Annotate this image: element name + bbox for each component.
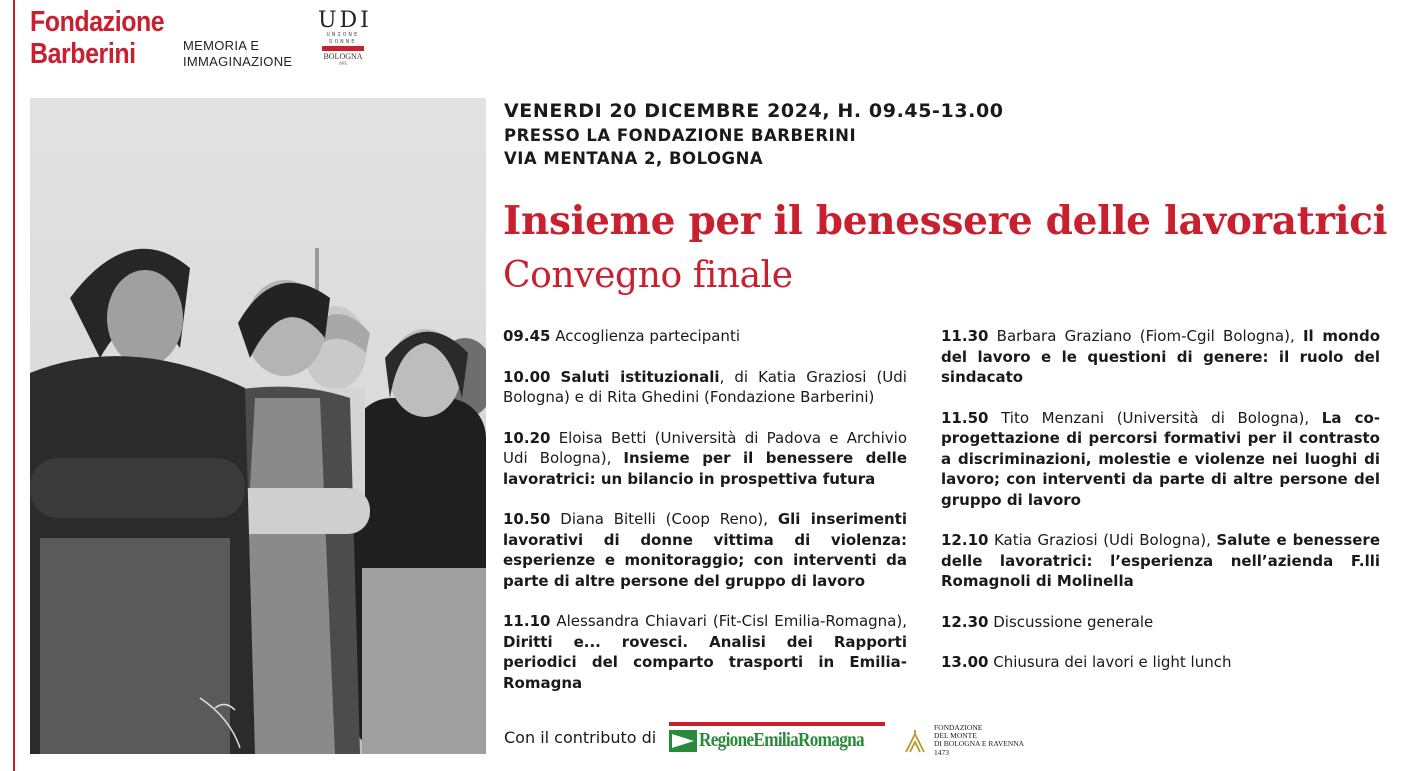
program-text: Accoglienza partecipanti (550, 327, 740, 345)
program-time: 11.30 (941, 327, 989, 345)
event-subtitle: Convegno finale (503, 255, 793, 296)
program-topic: La co-progettazione di percorsi formativi per il contrasto a discriminazioni, molestie e violenze nei luoghi di lavoro; con interventi da parte di altre persone del gruppo di lavoro (941, 408, 1380, 509)
fdm-line-4: 1473 (934, 747, 949, 757)
program-item (503, 367, 907, 408)
program-item (941, 652, 1380, 673)
logo-tagline (183, 38, 292, 70)
program-text: Katia Graziosi (Udi Bologna), (988, 531, 1217, 549)
fondazione-del-monte-logo (904, 723, 1025, 760)
program-topic: Insieme per il benessere delle lavoratrici: un bilancio in prospettiva futura (503, 449, 907, 488)
event-venue: PRESSO LA FONDAZIONE BARBERINI (504, 126, 857, 145)
udi-logo-small-1: UNIONE (326, 32, 360, 38)
program-item (503, 428, 907, 490)
program-time: 10.20 (503, 428, 551, 447)
program-time: 11.50 (941, 408, 989, 427)
program-text: Barbara Graziano (Fiom-Cgil Bologna), (988, 327, 1303, 345)
program-text: Alessandra Chiavari (Fit-Cisl Emilia-Romagna), (550, 612, 907, 630)
program-item (941, 408, 1380, 511)
program-time: 11.10 (503, 612, 551, 630)
udi-logo-small-2: DONNE (329, 38, 357, 45)
udi-logo-aps: APS (339, 61, 347, 66)
tagline-line-1: MEMORIA E (183, 38, 260, 53)
program-time: 10.00 (503, 367, 551, 386)
program-item (941, 530, 1380, 592)
event-details (504, 98, 1004, 170)
logo-line-2: Barberini (30, 38, 136, 70)
program-time: 13.00 (941, 653, 989, 671)
regione-emilia-romagna-logo (669, 722, 885, 754)
historical-photo (30, 98, 486, 754)
event-address: VIA MENTANA 2, BOLOGNA (504, 149, 764, 168)
left-accent-line (13, 0, 15, 771)
program-time: 09.45 (503, 327, 551, 345)
fdm-line-2: DEL MONTE (934, 731, 977, 741)
udi-logo-big: UDI (318, 8, 372, 33)
udi-logo-city: BOLOGNA (323, 52, 363, 61)
rer-flag-icon (669, 730, 697, 752)
fondazione-barberini-logo (30, 6, 186, 70)
program-text: Eloisa Betti (Università di Padova e Archivio Udi Bologna), (503, 428, 907, 467)
program-time: 12.10 (941, 531, 989, 549)
tagline-line-2: IMMAGINAZIONE (183, 54, 293, 69)
program-text: , di Katia Graziosi (Udi Bologna) e di Rita Ghedini (Fondazione Barberini) (503, 367, 907, 406)
program-item (503, 326, 907, 347)
fdm-line-1: FONDAZIONE (934, 723, 983, 732)
program-time: 12.30 (941, 612, 989, 631)
udi-logo (318, 8, 372, 68)
event-date: VENERDI 20 DICEMBRE 2024, H. 09.45-13.00 (504, 100, 1004, 122)
program-topic: Salute e benessere delle lavoratrici: l’esperienza nell’azienda F.lli Romagnoli di Molinella (941, 531, 1380, 590)
program-text: Diana Bitelli (Coop Reno), (550, 510, 778, 528)
program-topic: Gli inserimenti lavorativi di donne vittima di violenza: esperienze e monitoraggio; con interventi da parte di altre persone del gruppo di lavoro (503, 510, 907, 590)
contribution-label: Con il contributo di (504, 728, 657, 747)
program-item (941, 326, 1380, 388)
program-topic: Diritti e... rovesci. Analisi dei Rapporti periodici del comparto trasporti in Emilia-Romagna (503, 632, 907, 692)
historical-photo-women-workers-icon (30, 98, 486, 754)
fondazione-monte-text (934, 724, 1024, 757)
program-text (550, 368, 560, 386)
program-time: 10.50 (503, 510, 551, 528)
program-text: Chiusura dei lavori e light lunch (988, 653, 1232, 671)
fondazione-monte-emblem-icon (904, 728, 926, 758)
rer-logo-text: RegioneEmiliaRomagna (699, 729, 864, 751)
program-column-left (503, 326, 907, 713)
program-text: Tito Menzani (Università di Bologna), (988, 408, 1322, 427)
program-topic: Saluti istituzionali (560, 367, 720, 386)
udi-logo-bar (322, 46, 364, 51)
program-item (503, 611, 907, 693)
event-title: Insieme per il benessere delle lavoratrici (503, 198, 1388, 244)
program-topic: Il mondo del lavoro e le questioni di genere: il ruolo del sindacato (941, 327, 1380, 386)
program-item (941, 612, 1380, 633)
program-text: Discussione generale (988, 612, 1154, 631)
program-item (503, 509, 907, 591)
fdm-line-3: DI BOLOGNA E RAVENNA (934, 739, 1025, 749)
program-column-right (941, 326, 1380, 693)
rer-logo-bar (669, 722, 885, 726)
logo-line-1: Fondazione (30, 6, 165, 38)
